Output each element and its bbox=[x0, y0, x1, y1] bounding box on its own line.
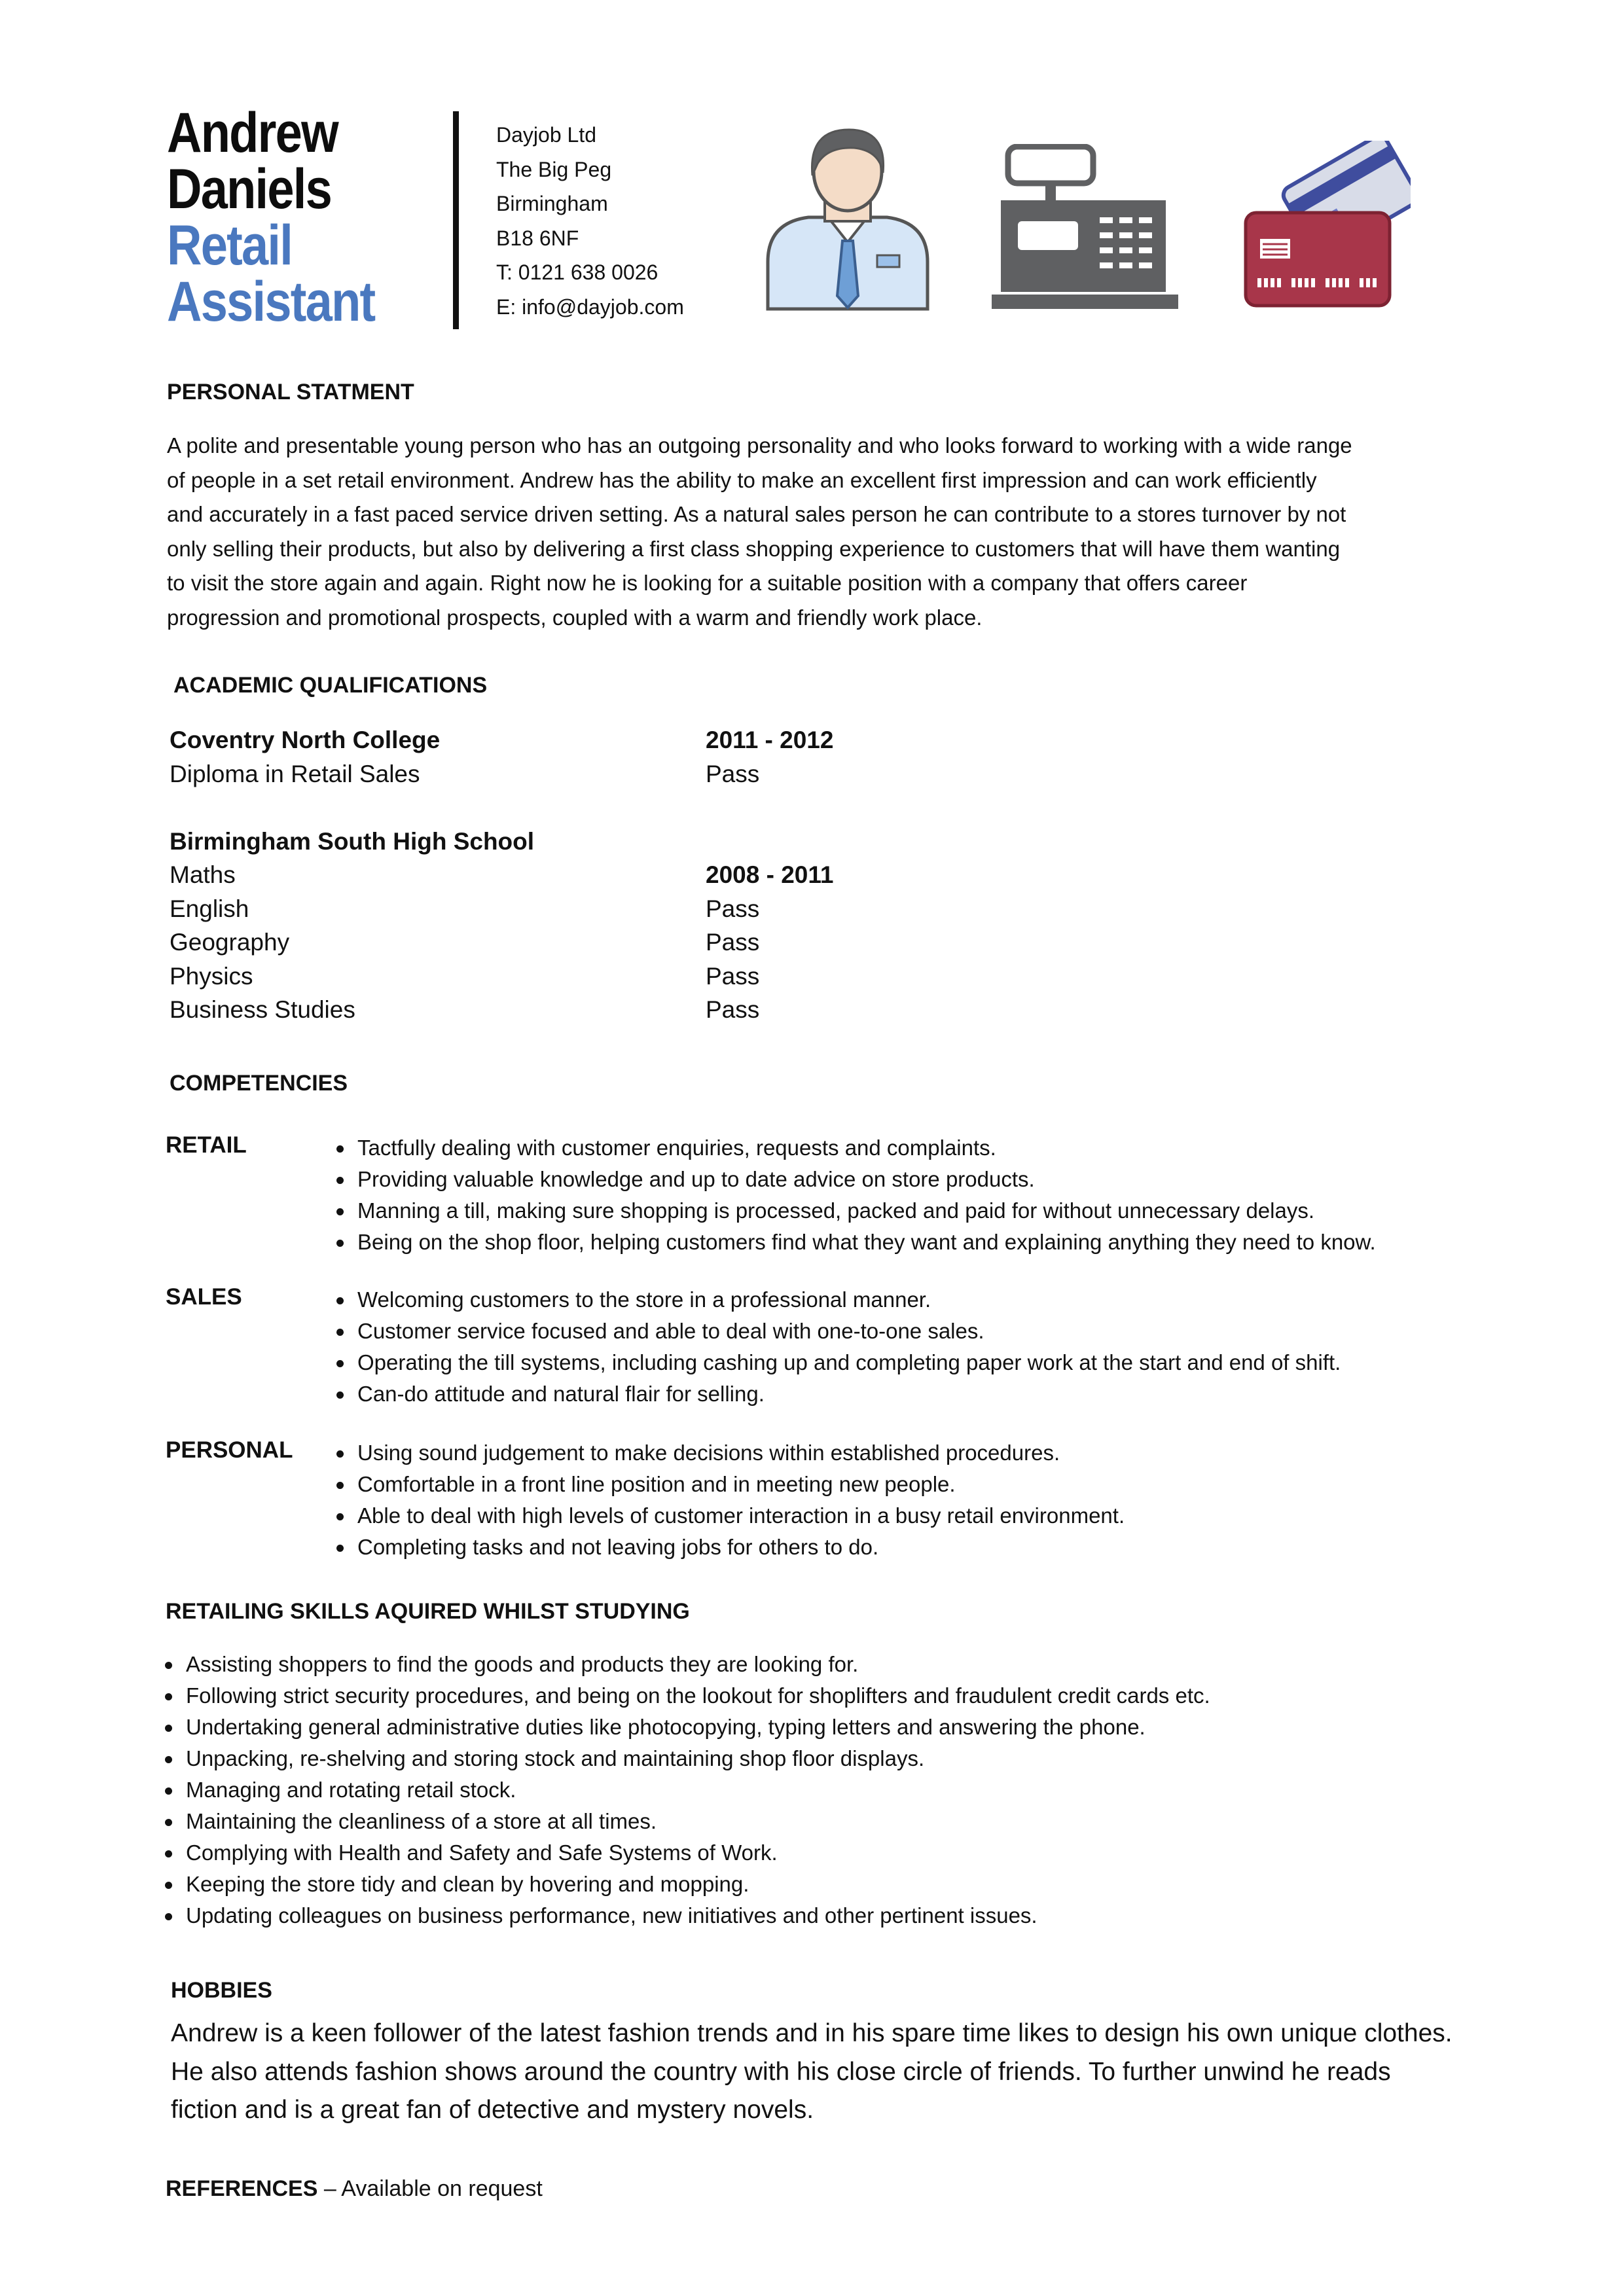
list-item: Operating the till systems, including cashing up and completing paper work at the start and end of shift. bbox=[333, 1347, 1341, 1378]
retail-skills-heading: RETAILING SKILLS AQUIRED WHILST STUDYING bbox=[166, 1599, 690, 1624]
academic-heading: ACADEMIC QUALIFICATIONS bbox=[173, 673, 488, 698]
statement-line: A polite and presentable young person who has an outgoing personality and who looks forward to working with a wide range bbox=[167, 433, 1352, 457]
list-item: Using sound judgement to make decisions within established procedures. bbox=[333, 1437, 1125, 1469]
person-icon bbox=[763, 124, 933, 314]
header-divider bbox=[453, 111, 459, 329]
hobbies-text bbox=[171, 2015, 1500, 2130]
subject-result: Pass bbox=[706, 962, 760, 990]
school-name: Birmingham South High School bbox=[170, 827, 535, 855]
hobbies-heading: HOBBIES bbox=[171, 1978, 272, 2003]
retail-skills-list bbox=[161, 1649, 1210, 1931]
list-item: Complying with Health and Safety and Safe Systems of Work. bbox=[161, 1837, 1210, 1869]
personal-statement-heading: PERSONAL STATMENT bbox=[167, 380, 414, 404]
contact-company: Dayjob Ltd bbox=[496, 123, 596, 147]
job-title-line2: Assistant bbox=[167, 270, 375, 333]
hobby-line: He also attends fashion shows around the country with his close circle of friends. To further unwind he reads bbox=[171, 2057, 1391, 2086]
competency-list-sales bbox=[333, 1284, 1341, 1410]
list-item: Undertaking general administrative duties like photocopying, typing letters and answering the phone. bbox=[161, 1712, 1210, 1743]
statement-line: progression and promotional prospects, coupled with a warm and friendly work place. bbox=[167, 605, 983, 630]
competencies-heading: COMPETENCIES bbox=[170, 1071, 348, 1096]
references bbox=[166, 2176, 543, 2202]
competency-list-retail bbox=[333, 1132, 1376, 1258]
personal-statement-text bbox=[167, 429, 1496, 635]
college-result: Pass bbox=[706, 760, 760, 787]
subject-result: Pass bbox=[706, 895, 760, 922]
contact-block bbox=[496, 118, 684, 324]
list-item: Following strict security procedures, and being on the lookout for shoplifters and fraudulent credit cards etc. bbox=[161, 1680, 1210, 1712]
list-item: Comfortable in a front line position and in meeting new people. bbox=[333, 1469, 1125, 1500]
list-item: Able to deal with high levels of customer interaction in a busy retail environment. bbox=[333, 1500, 1125, 1532]
statement-line: to visit the store again and again. Right now he is looking for a suitable position with a company that offers career bbox=[167, 571, 1248, 595]
hobby-line: Andrew is a keen follower of the latest fashion trends and in his spare time likes to design his own unique clothes. bbox=[171, 2019, 1453, 2047]
competency-list-personal bbox=[333, 1437, 1125, 1563]
college-years: 2011 - 2012 bbox=[706, 726, 834, 753]
college-course: Diploma in Retail Sales bbox=[170, 760, 420, 787]
contact-postcode: B18 6NF bbox=[496, 226, 579, 250]
school-years: 2008 - 2011 bbox=[706, 861, 834, 888]
list-item: Assisting shoppers to find the goods and products they are looking for. bbox=[161, 1649, 1210, 1680]
credit-card-icon bbox=[1240, 141, 1411, 311]
subject: Maths bbox=[170, 861, 236, 888]
subject: Geography bbox=[170, 929, 290, 956]
contact-phone: T: 0121 638 0026 bbox=[496, 260, 659, 284]
name-first: Andrew bbox=[167, 101, 338, 164]
list-item: Maintaining the cleanliness of a store at all times. bbox=[161, 1806, 1210, 1837]
contact-email[interactable]: E: info@dayjob.com bbox=[496, 295, 684, 319]
statement-line: and accurately in a fast paced service driven setting. As a natural sales person he can contribute to a stores turnover by not bbox=[167, 502, 1346, 526]
contact-city: Birmingham bbox=[496, 192, 608, 215]
list-item: Tactfully dealing with customer enquiries, requests and complaints. bbox=[333, 1132, 1376, 1164]
subject: English bbox=[170, 895, 249, 922]
subject: Business Studies bbox=[170, 996, 355, 1023]
subject-result: Pass bbox=[706, 929, 760, 956]
list-item: Keeping the store tidy and clean by hovering and mopping. bbox=[161, 1869, 1210, 1900]
subject: Physics bbox=[170, 962, 253, 990]
list-item: Managing and rotating retail stock. bbox=[161, 1774, 1210, 1806]
list-item: Manning a till, making sure shopping is processed, packed and paid for without unnecessary delays. bbox=[333, 1195, 1376, 1227]
statement-line: of people in a set retail environment. Andrew has the ability to make an excellent first impression and can work efficiently bbox=[167, 467, 1317, 492]
hobby-line: fiction and is a great fan of detective and mystery novels. bbox=[171, 2096, 814, 2124]
list-item: Completing tasks and not leaving jobs for others to do. bbox=[333, 1532, 1125, 1563]
references-text: – Available on request bbox=[317, 2176, 543, 2201]
job-title-line1: Retail bbox=[167, 214, 293, 277]
list-item: Being on the shop floor, helping customers find what they want and explaining anything they need to know. bbox=[333, 1227, 1376, 1258]
statement-line: only selling their products, but also by delivering a first class shopping experience to customers that will have them wanting bbox=[167, 536, 1341, 561]
references-label: REFERENCES bbox=[166, 2176, 318, 2201]
competency-label-sales: SALES bbox=[166, 1284, 242, 1310]
list-item: Customer service focused and able to deal with one-to-one sales. bbox=[333, 1316, 1341, 1347]
college-name: Coventry North College bbox=[170, 726, 441, 753]
list-item: Unpacking, re-shelving and storing stock and maintaining shop floor displays. bbox=[161, 1743, 1210, 1774]
contact-address-line1: The Big Peg bbox=[496, 157, 612, 181]
cash-register-icon bbox=[992, 144, 1178, 311]
list-item: Updating colleagues on business performance, new initiatives and other pertinent issues. bbox=[161, 1900, 1210, 1931]
list-item: Providing valuable knowledge and up to date advice on store products. bbox=[333, 1164, 1376, 1195]
competency-label-personal: PERSONAL bbox=[166, 1437, 293, 1463]
subject-result: Pass bbox=[706, 996, 760, 1023]
qualification-results bbox=[706, 723, 833, 1027]
qualification-names bbox=[170, 723, 534, 1027]
list-item: Welcoming customers to the store in a professional manner. bbox=[333, 1284, 1341, 1316]
name-last: Daniels bbox=[167, 158, 332, 221]
competency-label-retail: RETAIL bbox=[166, 1132, 247, 1158]
list-item: Can-do attitude and natural flair for selling. bbox=[333, 1378, 1341, 1410]
